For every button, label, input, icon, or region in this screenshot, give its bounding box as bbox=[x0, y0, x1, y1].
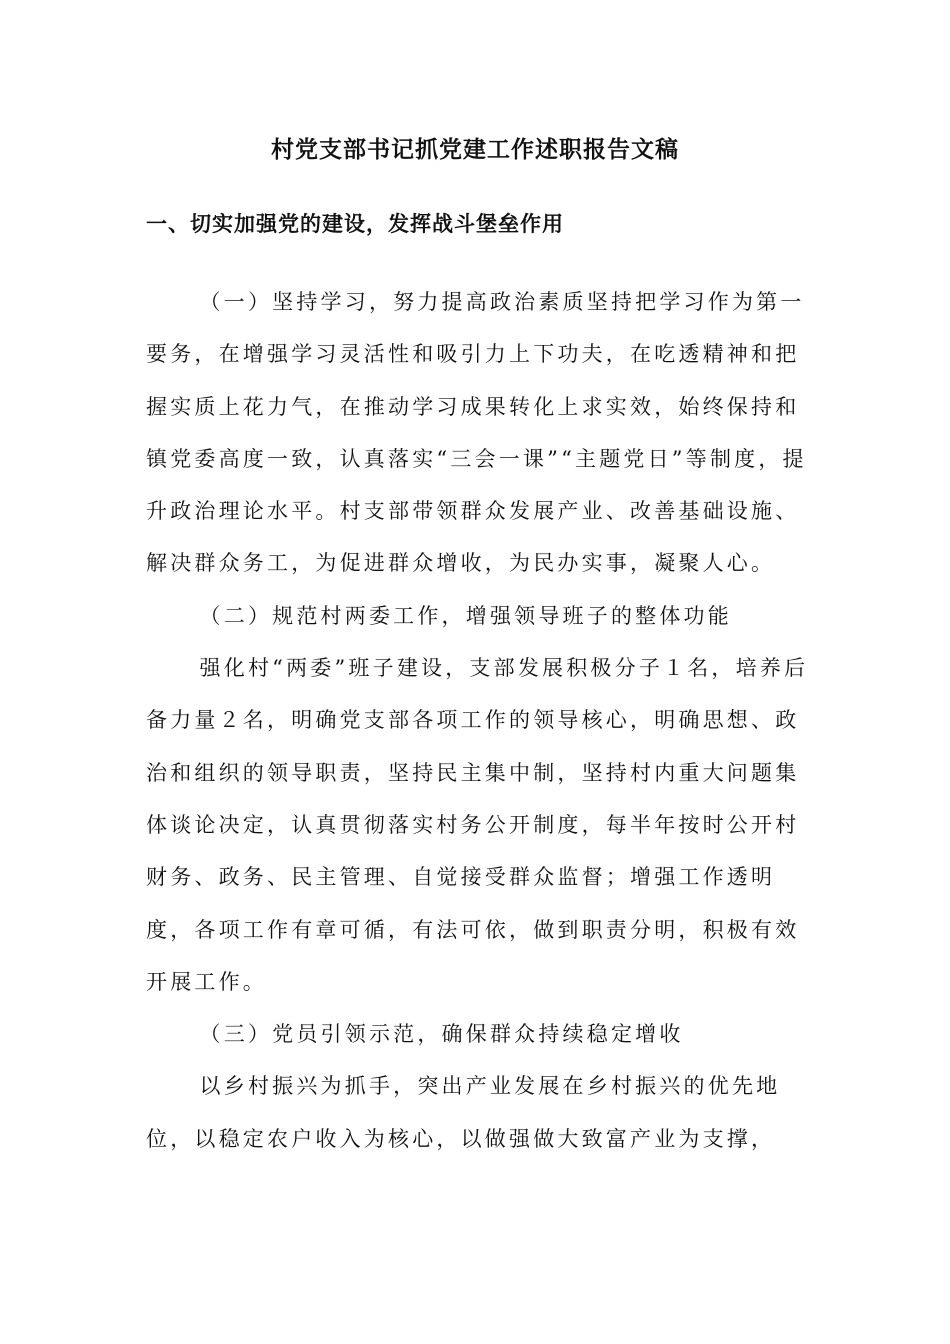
document-title: 村党支部书记抓党建工作述职报告文稿 bbox=[271, 137, 679, 163]
document-body bbox=[146, 276, 811, 1165]
subsection-heading-committee: （二）规范村两委工作，增强领导班子的整体功能 bbox=[199, 603, 732, 628]
paragraph-income: 以乡村振兴为抓手，突出产业发展在乡村振兴的优先地位，以稳定农户收入为核心，以做强做大致富产业为支撑， bbox=[146, 1074, 781, 1151]
section-heading: 一、切实加强党的建设，发挥战斗堡垒作用 bbox=[146, 212, 564, 236]
subsection-heading-income: （三）党员引领示范，确保群众持续稳定增收 bbox=[199, 1022, 684, 1047]
paragraph-committee: 强化村“两委”班子建设，支部发展积极分子１名，培养后备力量２名，明确党支部各项工作的领导核心，明确思想、政治和组织的领导职责，坚持民主集中制，坚持村内重大问题集体谈论决定，认真贯彻落实村务公开制度，每半年按时公开村财务、政务、民主管理、自觉接受群众监督；增强工作透明度，各项工作有章可循，有法可依，做到职责分明，积极有效开展工作。 bbox=[146, 656, 809, 994]
paragraph-study: （一）坚持学习，努力提高政治素质坚持把学习作为第一要务，在增强学习灵活性和吸引力上下功夫，在吃透精神和把握实质上花力气，在推动学习成果转化上求实效，始终保持和镇党委高度一致，认真落实“三会一课”“主题党日”等制度，提升政治理论水平。村支部带领群众发展产业、改善基础设施、解决群众务工，为促进群众增收，为民办实事，凝聚人心。 bbox=[146, 290, 807, 576]
